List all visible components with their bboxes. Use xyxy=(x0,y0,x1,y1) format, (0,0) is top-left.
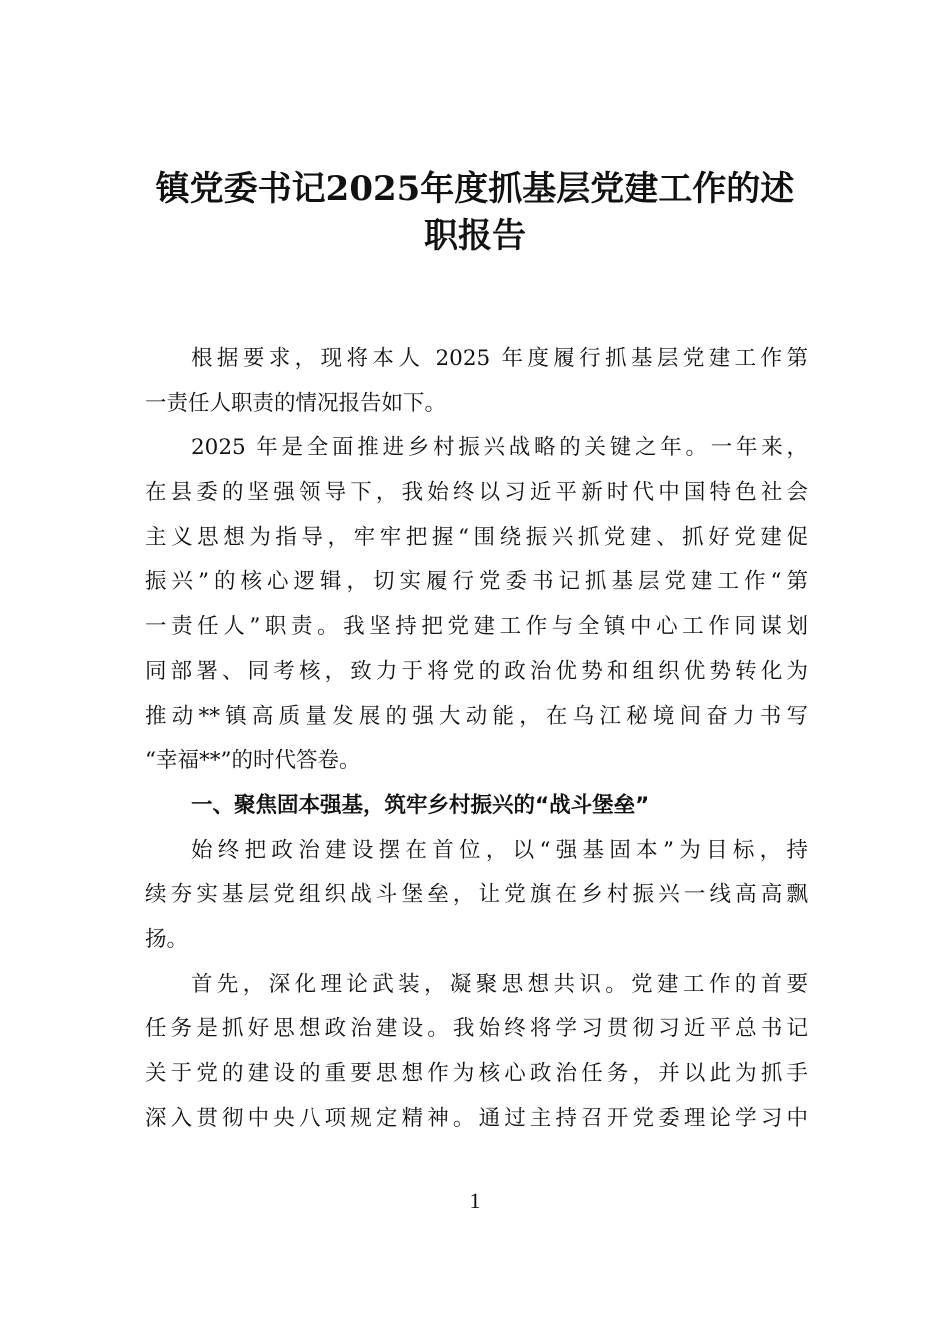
section-heading: 一、聚焦固本强基，筑牢乡村振兴的“战斗堡垒” xyxy=(191,792,650,818)
document-body xyxy=(145,337,808,1141)
body-line: 续夯实基层党组织战斗堡垒，让党旗在乡村振兴一线高高飘 xyxy=(145,882,808,908)
body-line: 关于党的建设的重要思想作为核心政治任务，并以此为抓手 xyxy=(145,1061,808,1086)
title-line-2: 职报告 xyxy=(424,216,526,256)
body-line: 2025 年是全面推进乡村振兴战略的关键之年。一年来， xyxy=(191,435,808,461)
body-line: 扬。 xyxy=(145,926,189,952)
body-line: 主义思想为指导，牢牢把握“围绕振兴抓党建、抓好党建促 xyxy=(145,524,808,550)
body-line: 在县委的坚强领导下，我始终以习近平新时代中国特色社会 xyxy=(145,480,808,506)
body-line: 推动**镇高质量发展的强大动能，在乌江秘境间奋力书写 xyxy=(145,703,808,729)
body-line: “幸福**”的时代答卷。 xyxy=(145,748,361,774)
body-line: 同部署、同考核，致力于将党的政治优势和组织优势转化为 xyxy=(145,658,808,684)
body-line: 振兴”的核心逻辑，切实履行党委书记抓基层党建工作“第 xyxy=(145,569,808,595)
body-line: 任务是抓好思想政治建设。我始终将学习贯彻习近平总书记 xyxy=(145,1016,808,1042)
body-line: 首先，深化理论武装，凝聚思想共识。党建工作的首要 xyxy=(191,971,808,997)
body-line: 根据要求，现将本人 2025 年度履行抓基层党建工作第 xyxy=(191,346,808,371)
title-line-1: 镇党委书记2025年度抓基层党建工作的述 xyxy=(155,169,795,209)
body-line: 一责任人职责的情况报告如下。 xyxy=(145,390,447,416)
body-line: 始终把政治建设摆在首位，以“强基固本”为目标，持 xyxy=(191,837,808,863)
body-line: 深入贯彻中央八项规定精神。通过主持召开党委理论学习中 xyxy=(145,1105,808,1131)
document-title xyxy=(100,166,850,260)
page-number: 1 xyxy=(469,1188,481,1213)
body-line: 一责任人”职责。我坚持把党建工作与全镇中心工作同谋划 xyxy=(145,614,808,640)
